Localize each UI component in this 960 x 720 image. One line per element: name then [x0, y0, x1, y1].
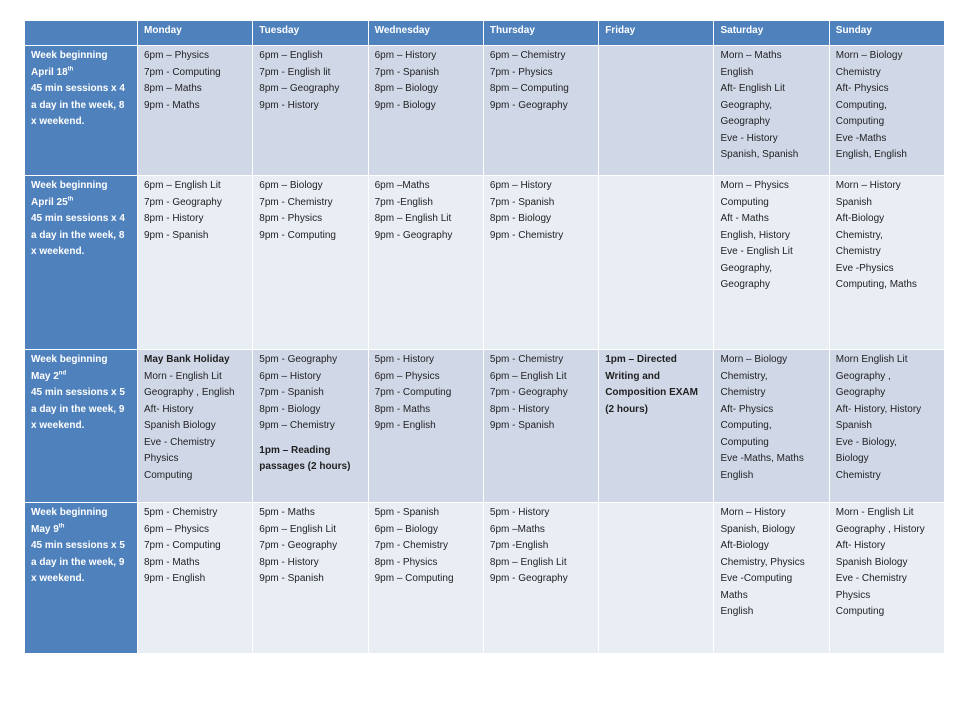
session-entry: English [720, 66, 754, 78]
session-entry: Morn English Lit [835, 354, 908, 365]
session-entry: 5pm - History [374, 354, 435, 365]
week-row [25, 46, 945, 176]
session-entry: 8pm - Maths [144, 556, 200, 568]
session-entry: 5pm - History [489, 507, 550, 518]
week-date: April 25 [31, 196, 68, 208]
session-entry: 5pm - Geography [259, 354, 338, 365]
session-entry: Computing, [835, 99, 887, 111]
sessions-info: 45 min sessions x 5 [31, 540, 125, 551]
session-entry: 8pm – Biology [374, 83, 438, 94]
session-entry: Morn – History [835, 180, 901, 191]
session-entry: 7pm - Computing [144, 540, 221, 551]
day-header-thursday: Thursday [483, 21, 598, 46]
session-entry: 6pm – Biology [374, 523, 438, 535]
session-entry: 5pm - Chemistry [489, 354, 564, 365]
session-entry: 8pm - Physics [374, 556, 438, 568]
session-entry: 8pm - History [259, 556, 319, 568]
session-entry: Chemistry, [835, 229, 883, 241]
session-entry: 8pm - Physics [259, 213, 323, 224]
session-entry: Aft- Physics [835, 83, 889, 94]
session-entry: Computing [720, 196, 769, 208]
session-entry: Computing, [720, 420, 772, 431]
cell-tuesday [253, 46, 368, 176]
cell-friday [599, 176, 714, 350]
cell-wednesday [368, 176, 483, 350]
session-entry: Geography [835, 387, 886, 398]
cell-monday [138, 350, 253, 503]
session-entry: Morn – Physics [720, 180, 789, 191]
session-entry: 7pm - Computing [144, 66, 221, 78]
session-entry: 7pm - Geography [144, 196, 222, 208]
session-entry: 9pm - Geography [489, 99, 568, 111]
session-entry: 7pm - English lit [259, 66, 331, 78]
cell-wednesday [368, 46, 483, 176]
day-header-tuesday: Tuesday [253, 21, 368, 46]
session-entry: 6pm – English [259, 50, 323, 61]
week-row [25, 350, 945, 503]
day-header-sunday: Sunday [829, 21, 944, 46]
week-row [25, 176, 945, 350]
week-header [25, 503, 138, 654]
session-entry: English [720, 469, 754, 481]
session-entry: Geography [720, 116, 770, 127]
exam-note: 1pm – Reading passages (2 hours) [259, 444, 351, 472]
session-entry: Spanish, Spanish [720, 149, 799, 160]
session-entry: Maths [720, 589, 748, 601]
session-entry: Geography, [720, 99, 772, 111]
session-entry: 5pm - Spanish [374, 507, 440, 518]
sessions-info-cont: a day in the week, 9 [31, 556, 125, 568]
session-entry: 9pm - History [259, 99, 319, 111]
week-row [25, 503, 945, 654]
session-entry: Spanish, Biology [720, 523, 795, 535]
session-entry: 9pm - Spanish [144, 229, 209, 241]
day-header-monday: Monday [138, 21, 253, 46]
session-entry: Computing, Maths [835, 279, 917, 290]
cell-monday [138, 503, 253, 654]
session-entry: Aft- English Lit [720, 83, 785, 94]
session-entry: 9pm - Maths [144, 99, 200, 111]
header-row [25, 21, 945, 46]
cell-wednesday [368, 503, 483, 654]
session-entry: 6pm – Chemistry [489, 50, 566, 61]
week-date-suffix: th [67, 66, 74, 73]
session-entry: 7pm - Computing [374, 387, 452, 398]
week-header [25, 46, 138, 176]
session-entry: Morn – Maths [720, 50, 782, 61]
header-corner [25, 21, 138, 46]
cell-sunday [829, 503, 944, 654]
revision-timetable [24, 20, 945, 654]
week-date: May 9 [31, 523, 59, 535]
session-entry: Morn – Biology [835, 50, 903, 61]
session-entry: Eve -Maths, Maths [720, 453, 804, 464]
cell-thursday [483, 46, 598, 176]
session-entry: Eve - Chemistry [835, 573, 907, 584]
sessions-info-cont: a day in the week, 8 [31, 99, 125, 111]
session-entry: 7pm -English [374, 196, 433, 208]
sessions-info-end: x weekend. [31, 246, 85, 257]
session-entry: 7pm -English [489, 540, 549, 551]
session-entry: Eve - History [720, 132, 778, 144]
session-entry: 9pm - Biology [374, 99, 436, 111]
week-date-suffix: th [58, 523, 65, 530]
session-entry: Physics [144, 453, 179, 464]
cell-thursday [483, 350, 598, 503]
cell-saturday [714, 350, 829, 503]
session-entry: Aft- History [835, 540, 886, 551]
session-entry: 6pm – English Lit [489, 370, 567, 382]
session-entry: Geography , History [835, 523, 925, 535]
session-entry: Eve - English Lit [720, 246, 793, 257]
session-entry: Chemistry, Physics [720, 556, 805, 568]
session-entry: 8pm - Biology [259, 403, 321, 415]
cell-saturday [714, 503, 829, 654]
session-entry: 8pm – Computing [489, 83, 569, 94]
cell-wednesday [368, 350, 483, 503]
sessions-info-end: x weekend. [31, 420, 85, 431]
session-entry: Eve -Computing [720, 573, 793, 584]
cell-friday [599, 503, 714, 654]
session-entry: English, English [835, 149, 907, 160]
sessions-info: 45 min sessions x 5 [31, 387, 125, 398]
week-label: Week beginning [31, 507, 108, 518]
session-entry: Geography , English [144, 387, 235, 398]
session-entry: Spanish [835, 196, 872, 208]
session-entry: Eve -Physics [835, 262, 894, 274]
session-entry: 1pm – Directed Writing and Composition EXAM (2 hours) [605, 354, 698, 415]
session-entry: 8pm – Maths [144, 83, 202, 94]
session-entry: Aft- History [144, 403, 194, 415]
session-entry: Morn – Biology [720, 354, 788, 365]
week-date: May 2 [31, 370, 59, 382]
cell-saturday [714, 46, 829, 176]
session-entry: Morn - English Lit [835, 507, 914, 518]
week-date-suffix: nd [58, 370, 67, 377]
session-entry: 6pm – English Lit [144, 180, 221, 191]
session-entry: 8pm - Biology [489, 213, 552, 224]
session-entry: Spanish [835, 420, 872, 431]
session-entry: 8pm – Geography [259, 83, 340, 94]
session-entry: Eve - Chemistry [144, 436, 216, 448]
day-header-saturday: Saturday [714, 21, 829, 46]
session-entry: Spanish Biology [144, 420, 216, 431]
session-entry: Eve - Biology, [835, 436, 897, 448]
cell-sunday [829, 46, 944, 176]
session-entry: Computing [835, 606, 885, 617]
session-entry: 7pm - Chemistry [259, 196, 333, 208]
session-entry: Aft - Maths [720, 213, 769, 224]
session-entry: Aft- History, History [835, 403, 922, 415]
session-entry: May Bank Holiday [144, 354, 230, 365]
session-entry: Spanish Biology [835, 556, 908, 568]
session-entry: 6pm – Physics [144, 50, 210, 61]
cell-monday [138, 176, 253, 350]
session-entry: Physics [835, 589, 871, 601]
day-header-friday: Friday [599, 21, 714, 46]
cell-thursday [483, 176, 598, 350]
session-entry: 6pm – Physics [374, 370, 440, 382]
session-entry: 8pm – English Lit [489, 556, 567, 568]
sessions-info-cont: a day in the week, 8 [31, 229, 125, 241]
session-entry: 5pm - Maths [259, 507, 315, 518]
cell-saturday [714, 176, 829, 350]
session-entry: 9pm - Geography [374, 229, 453, 241]
spacer [259, 435, 361, 443]
session-entry: 7pm - Spanish [374, 66, 440, 78]
session-entry: 9pm - Chemistry [489, 229, 564, 241]
session-entry: Morn - English Lit [144, 370, 222, 382]
week-label: Week beginning [31, 180, 108, 191]
day-header-wednesday: Wednesday [368, 21, 483, 46]
session-entry: 9pm – Computing [374, 573, 454, 584]
session-entry: Chemistry [835, 66, 881, 78]
timetable-body [25, 46, 945, 654]
session-entry: Eve -Maths [835, 132, 887, 144]
sessions-info-end: x weekend. [31, 116, 85, 127]
session-entry: 6pm –Maths [489, 523, 545, 535]
session-entry: 6pm –Maths [374, 180, 430, 191]
session-entry: Chemistry [720, 387, 766, 398]
week-header [25, 176, 138, 350]
session-entry: 6pm – English Lit [259, 523, 337, 535]
session-entry: 7pm - Geography [489, 387, 568, 398]
session-entry: Chemistry [835, 246, 881, 257]
session-entry: English [720, 606, 754, 617]
session-entry: 6pm – Physics [144, 523, 210, 535]
cell-tuesday [253, 350, 368, 503]
session-entry: 9pm - English [144, 573, 206, 584]
cell-thursday [483, 503, 598, 654]
session-entry: 8pm – English Lit [374, 213, 452, 224]
week-label: Week beginning [31, 354, 108, 365]
cell-sunday [829, 176, 944, 350]
cell-tuesday [253, 503, 368, 654]
session-entry: Computing [144, 469, 193, 481]
cell-monday [138, 46, 253, 176]
sessions-info: 45 min sessions x 4 [31, 83, 125, 94]
sessions-info-end: x weekend. [31, 573, 85, 584]
session-entry: 6pm – History [259, 370, 321, 382]
session-entry: Chemistry, [720, 370, 768, 382]
session-entry: 6pm – History [374, 50, 437, 61]
session-entry: 9pm - Computing [259, 229, 336, 241]
session-entry: 9pm - Geography [489, 573, 568, 584]
session-entry: 7pm - Geography [259, 540, 338, 551]
session-entry: 7pm - Spanish [489, 196, 555, 208]
session-entry: 5pm - Chemistry [144, 507, 218, 518]
session-entry: 7pm - Physics [489, 66, 553, 78]
session-entry: 8pm - Maths [374, 403, 431, 415]
session-entry: Computing [720, 436, 769, 448]
sessions-info-cont: a day in the week, 9 [31, 403, 125, 415]
session-entry: Computing [835, 116, 885, 127]
session-entry: Geography , [835, 370, 891, 382]
session-entry: Aft- Physics [720, 403, 774, 415]
session-entry: 7pm - Spanish [259, 387, 324, 398]
sessions-info: 45 min sessions x 4 [31, 213, 125, 224]
session-entry: Chemistry [835, 469, 881, 481]
week-label: Week beginning [31, 50, 108, 61]
week-date: April 18 [31, 66, 68, 78]
session-entry: 9pm - English [374, 420, 436, 431]
session-entry: Aft-Biology [720, 540, 769, 551]
session-entry: 9pm – Chemistry [259, 420, 335, 431]
session-entry: 8pm - History [144, 213, 204, 224]
session-entry: Geography, [720, 262, 772, 274]
session-entry: 7pm - Chemistry [374, 540, 448, 551]
session-entry: 8pm - History [489, 403, 550, 415]
session-entry: 9pm - Spanish [489, 420, 555, 431]
session-entry: Aft-Biology [835, 213, 885, 224]
session-entry: 6pm – History [489, 180, 552, 191]
cell-friday [599, 46, 714, 176]
session-entry: English, History [720, 229, 790, 241]
week-date-suffix: th [67, 196, 74, 203]
cell-tuesday [253, 176, 368, 350]
session-entry: Geography [720, 279, 770, 290]
cell-sunday [829, 350, 944, 503]
session-entry: 9pm - Spanish [259, 573, 324, 584]
session-entry: Biology [835, 453, 869, 464]
session-entry: Morn – History [720, 507, 786, 518]
session-entry: 6pm – Biology [259, 180, 323, 191]
cell-friday [599, 350, 714, 503]
week-header [25, 350, 138, 503]
